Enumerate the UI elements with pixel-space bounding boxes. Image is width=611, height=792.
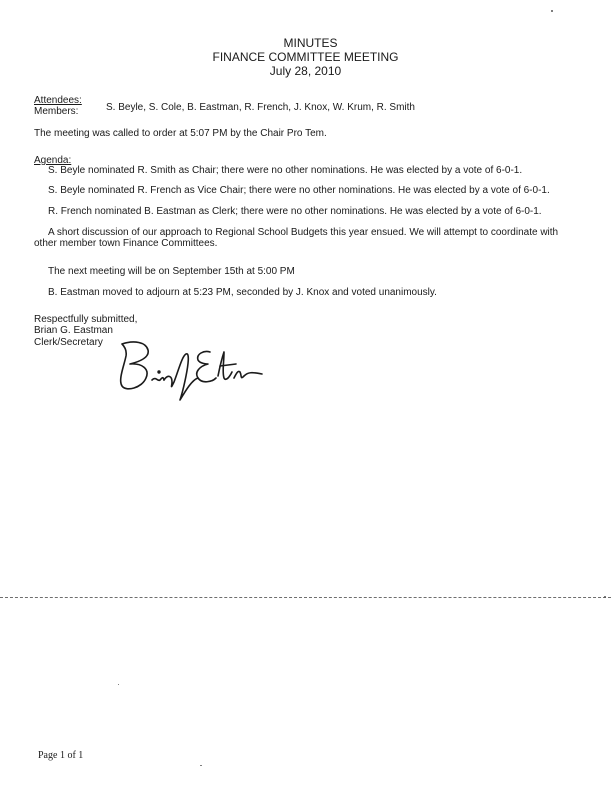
- meeting-date: July 28, 2010: [269, 64, 342, 78]
- page-title: MINUTES: [283, 36, 338, 50]
- agenda-item: A short discussion of our approach to Regional School Budgets this year ensued. We will attempt to coordinate with other member town Finance Committees.: [34, 227, 559, 249]
- document-header: [0, 36, 611, 78]
- committee-title: FINANCE COMMITTEE MEETING: [212, 50, 399, 64]
- agenda-item: S. Beyle nominated R. Smith as Chair; there were no other nominations. He was elected by a vote of 6-0-1.: [48, 165, 523, 176]
- scan-speck: [604, 596, 606, 598]
- handwritten-signature: [112, 336, 272, 406]
- closing-salutation: Respectfully submitted,: [34, 314, 138, 325]
- agenda-item: B. Eastman moved to adjourn at 5:23 PM, seconded by J. Knox and voted unanimously.: [48, 287, 437, 298]
- scan-speck: [200, 765, 202, 766]
- signer-name: Brian G. Eastman: [34, 325, 113, 336]
- agenda-item: S. Beyle nominated R. French as Vice Chair; there were no other nominations. He was elected by a vote of 6-0-1.: [48, 185, 550, 196]
- agenda-label: Agenda:: [34, 155, 72, 166]
- attendees-label: Attendees:: [34, 95, 82, 106]
- members-label: Members:: [34, 106, 79, 117]
- page-divider: [0, 597, 611, 598]
- agenda-item: The next meeting will be on September 15th at 5:00 PM: [48, 266, 295, 277]
- page-number: Page 1 of 1: [38, 750, 84, 761]
- scan-speck: [551, 10, 553, 12]
- call-to-order: The meeting was called to order at 5:07 PM by the Chair Pro Tem.: [34, 128, 327, 139]
- scan-speck: [118, 684, 119, 685]
- members-list: S. Beyle, S. Cole, B. Eastman, R. French, J. Knox, W. Krum, R. Smith: [106, 102, 415, 113]
- agenda-item: R. French nominated B. Eastman as Clerk; there were no other nominations. He was elected by a vote of 6-0-1.: [48, 206, 542, 217]
- signer-role: Clerk/Secretary: [34, 337, 103, 348]
